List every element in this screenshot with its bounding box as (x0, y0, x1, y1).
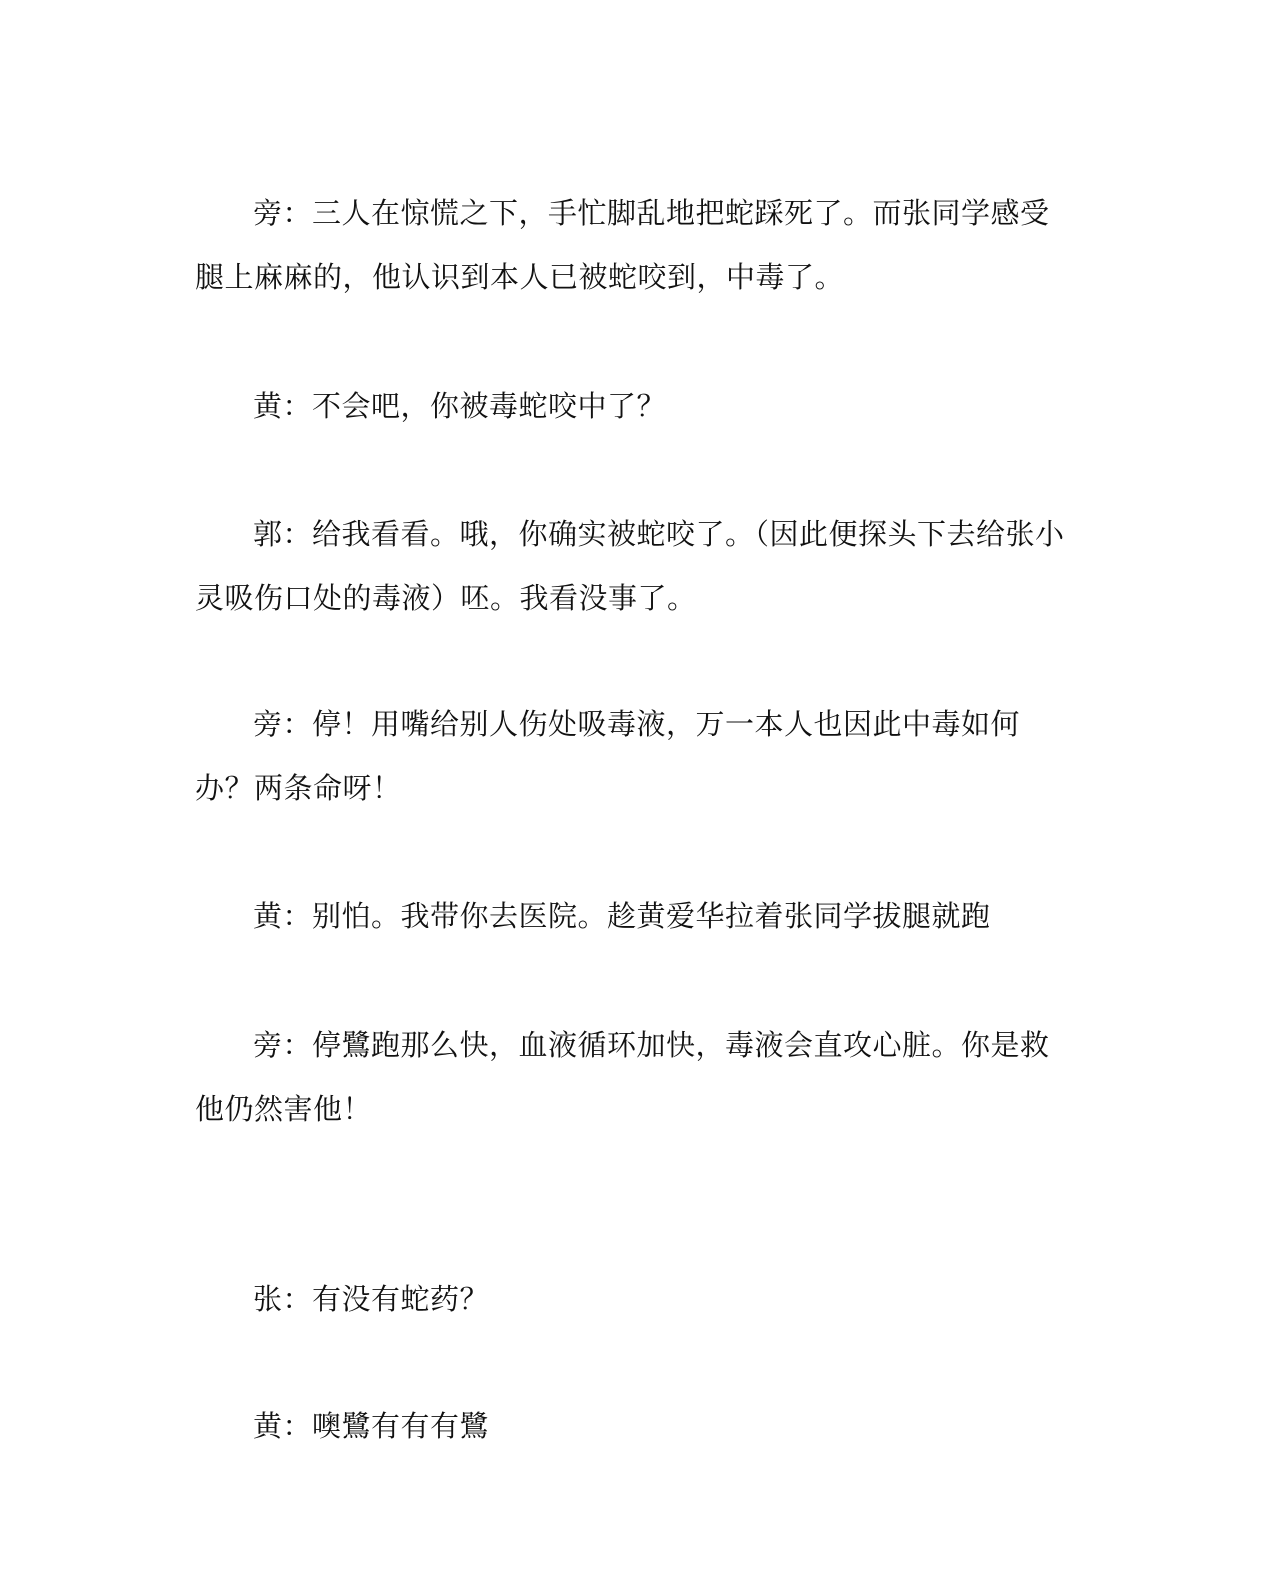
paragraph-huang-1: 黄：不会吧，你被毒蛇咬中了？ (253, 389, 667, 423)
paragraph-zhang-1: 张：有没有蛇药？ (253, 1282, 490, 1316)
paragraph-huang-3: 黄：噢鷺有有有鷺 (253, 1409, 490, 1443)
paragraph-narrator-2: 旁：停！用嘴给别人伤处吸毒液，万一本人也因此中毒如何办？两条命呀！ (195, 707, 1021, 805)
paragraph-narrator-1: 旁：三人在惊慌之下，手忙脚乱地把蛇踩死了。而张同学感受腿上麻麻的，他认识到本人已被蛇咬到，中毒了。 (195, 196, 1050, 294)
paragraph-guo-1: 郭：给我看看。哦，你确实被蛇咬了。（因此便探头下去给张小灵吸伤口处的毒液）呸。我看没事了。 (195, 517, 1065, 615)
paragraph-narrator-3: 旁：停鷺跑那么快，血液循环加快，毒液会直攻心脏。你是救他仍然害他！ (195, 1028, 1050, 1126)
paragraph-huang-2: 黄：别怕。我带你去医院。趁黄爱华拉着张同学拔腿就跑 (253, 899, 991, 933)
